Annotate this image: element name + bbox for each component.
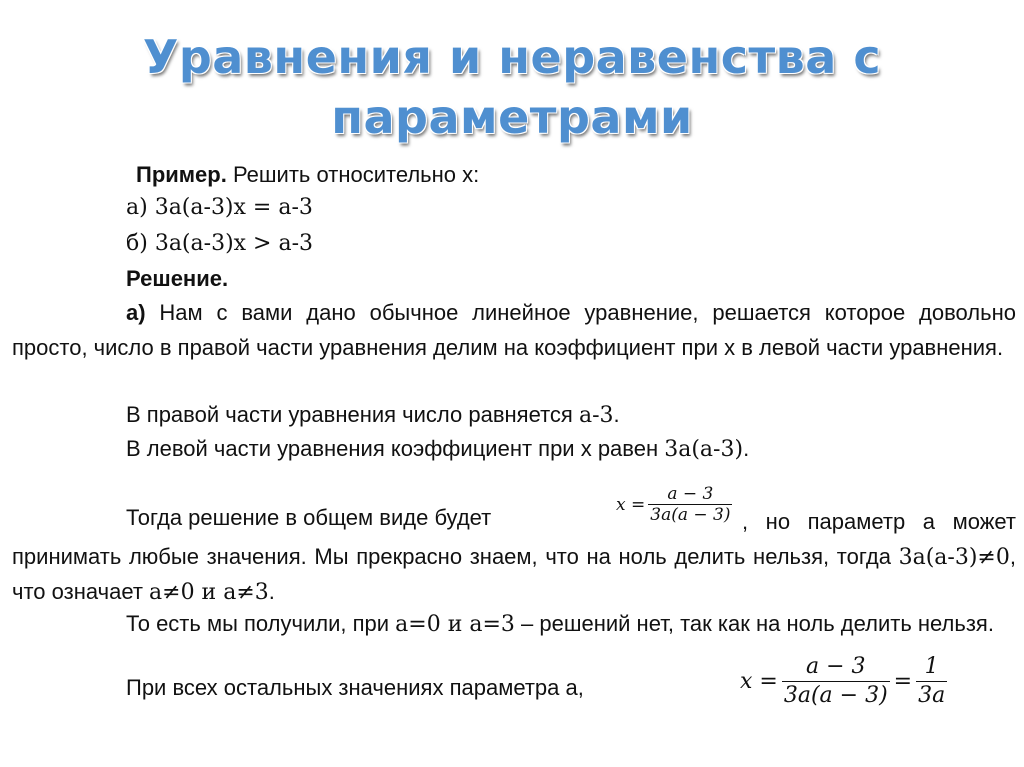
general-condition: 3а(а-3)≠0 bbox=[898, 544, 1010, 570]
no-solution-paragraph bbox=[12, 607, 1016, 643]
slide-title-line-2: параметрами bbox=[331, 90, 693, 144]
no-solution-condition: а=0 и а=3 bbox=[395, 612, 515, 637]
other-values-line: При всех остальных значениях параметра а, bbox=[126, 675, 584, 700]
formula-final-numerator-2: 1 bbox=[916, 653, 947, 682]
formula-final bbox=[736, 653, 947, 710]
formula-final-lhs: x = bbox=[740, 669, 778, 694]
paragraph-a-label: а) bbox=[126, 300, 146, 325]
paragraph-a-text: Нам с вами дано обычное линейное уравнение, решается которое довольно просто, число в правой части уравнения делим на коэффициент при x в левой части уравнения. bbox=[12, 300, 1016, 360]
no-solution-text: То есть мы получили, при bbox=[126, 611, 396, 636]
left-part-end: . bbox=[743, 436, 750, 461]
general-paragraph bbox=[12, 505, 1016, 611]
formula-final-denominator-1: 3a(a − 3) bbox=[783, 683, 888, 708]
example-text: Решить относительно x: bbox=[226, 162, 480, 187]
formula-final-numerator-1: a − 3 bbox=[782, 653, 890, 682]
right-part-value: а-3 bbox=[578, 403, 614, 428]
example-label: Пример. bbox=[136, 162, 227, 187]
solution-label: Решение. bbox=[126, 266, 229, 291]
formula-final-fraction-2 bbox=[916, 653, 947, 710]
formula-final-denominator-2: 3a bbox=[918, 683, 946, 708]
example-line bbox=[136, 162, 479, 188]
left-part-line bbox=[126, 436, 749, 463]
right-part-line bbox=[126, 402, 620, 429]
general-means: , что означает bbox=[12, 543, 1016, 604]
right-part-text: В правой части уравнения число равняется bbox=[126, 402, 579, 427]
formula-general-lhs: x = bbox=[616, 494, 646, 515]
formula-final-equals: = bbox=[893, 669, 913, 694]
general-condition-2: а≠0 и а≠3 bbox=[149, 580, 269, 605]
slide-title-line-1: Уравнения и неравенства с bbox=[142, 30, 882, 84]
formula-general-numerator: a − 3 bbox=[648, 484, 732, 505]
general-text-after: , но параметр а может принимать любые значения. Мы прекрасно знаем, что на ноль делить нельзя, тогда bbox=[12, 509, 1016, 569]
formula-final-fraction-1 bbox=[782, 653, 890, 710]
task-b: б) 3а(а-3)x > а-3 bbox=[126, 231, 314, 256]
left-part-text: В левой части уравнения коэффициент при x равен bbox=[126, 436, 665, 461]
no-solution-text-after: – решений нет, так как на ноль делить нельзя. bbox=[514, 611, 994, 636]
right-part-end: . bbox=[613, 402, 620, 427]
formula-general-denominator: 3a(a − 3) bbox=[650, 505, 731, 525]
task-a: а) 3а(а-3)x = а-3 bbox=[126, 195, 313, 220]
general-solution-intro: Тогда решение в общем виде будет bbox=[126, 505, 492, 530]
general-end: . bbox=[268, 579, 275, 604]
paragraph-a bbox=[12, 296, 1016, 365]
left-part-value: 3а(а-3) bbox=[664, 437, 744, 462]
